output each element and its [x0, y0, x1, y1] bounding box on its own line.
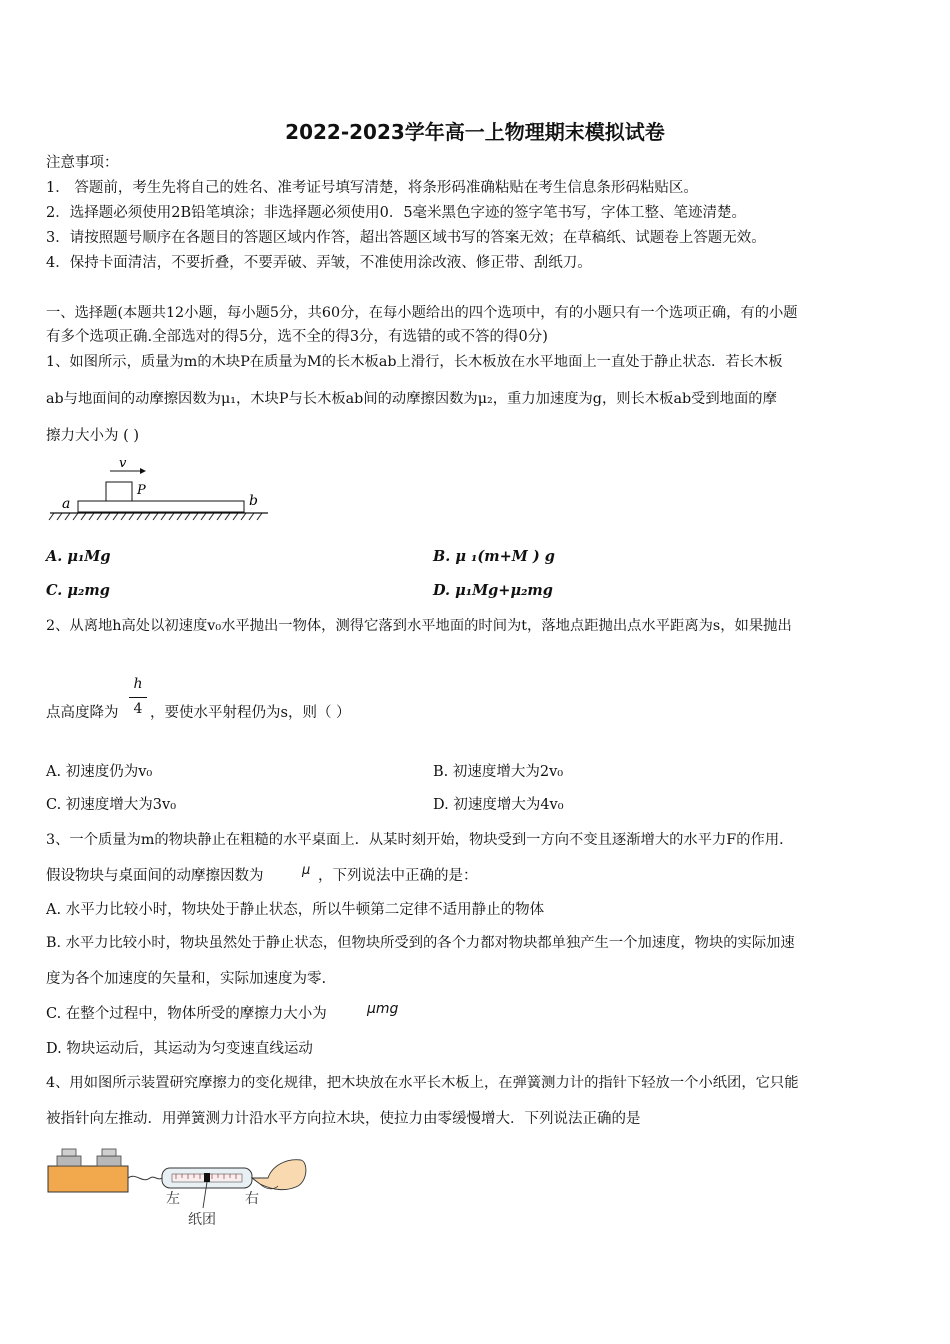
block-p	[106, 482, 132, 501]
q3-option-d: D. 物块运动后，其运动为匀变速直线运动	[46, 1041, 313, 1057]
q1-option-b: B. μ ₁(m+M ) g	[433, 548, 555, 565]
block-p-label: P	[137, 483, 146, 498]
hook-string	[128, 1176, 162, 1179]
q1-figure-board-block	[46, 455, 276, 525]
q3-mu-symbol: μ	[302, 863, 311, 878]
q3-option-b-line-1: B. 水平力比较小时，物块虽然处于静止状态，但物块所受到的各个力都对物块都单独产生一个加速度，物块的实际加速	[46, 935, 795, 951]
notice-item-2: 2．选择题必须使用2B铅笔填涂；非选择题必须使用0．5毫米黑色字迹的签字笔书写，字体工整、笔迹清楚。	[46, 205, 747, 221]
paper-ball	[204, 1173, 210, 1182]
q4-line-1: 4、用如图所示装置研究摩擦力的变化规律，把木块放在水平长木板上，在弹簧测力计的指针下轻放一个小纸团，它只能	[46, 1075, 799, 1091]
q2-line-2-prefix: 点高度降为	[46, 705, 119, 721]
q2-fraction-denominator: 4	[133, 701, 143, 717]
q2-option-a: A. 初速度仍为v₀	[46, 764, 153, 780]
q4-figure-spring-scale	[46, 1146, 311, 1231]
long-board	[78, 501, 244, 512]
weight-2-knob	[102, 1149, 116, 1156]
q2-option-d: D. 初速度增大为4v₀	[433, 797, 564, 813]
q3-option-c-formula: μmg	[367, 1001, 399, 1017]
label-right: 右	[245, 1191, 259, 1207]
notice-item-1: 1． 答题前，考生先将自己的姓名、准考证号填写清楚，将条形码准确粘贴在考生信息条形码粘贴区。	[46, 180, 698, 196]
q1-option-a: A. μ₁Mg	[46, 548, 111, 565]
velocity-label: v	[119, 456, 127, 471]
q3-option-a: A. 水平力比较小时，物块处于静止状态，所以牛顿第二定律不适用静止的物体	[46, 902, 545, 918]
notice-item-3: 3．请按照题号顺序在各题目的答题区域内作答，超出答题区域书写的答案无效；在草稿纸、试题卷上答题无效。	[46, 230, 766, 246]
board-end-b-label: b	[249, 493, 258, 509]
section-header-line-1: 一、选择题(本题共12小题，每小题5分，共60分，在每小题给出的四个选项中，有的小题只有一个选项正确，有的小题	[46, 305, 798, 321]
q2-line-1: 2、从离地h高处以初速度v₀水平抛出一物体，测得它落到水平地面的时间为t，落地点距抛出点水平距离为s，如果抛出	[46, 618, 792, 634]
q2-fraction-bar	[129, 697, 147, 698]
q1-line-1: 1、如图所示，质量为m的木块P在质量为M的长木板ab上滑行，长木板放在水平地面上一直处于静止状态．若长木板	[46, 354, 783, 370]
page-title: 2022-2023学年高一上物理期末模拟试卷	[285, 120, 665, 144]
notice-heading: 注意事项：	[46, 155, 119, 171]
q1-option-c: C. μ₂mg	[46, 582, 110, 599]
q3-option-b-line-2: 度为各个加速度的矢量和，实际加速度为零.	[46, 971, 327, 987]
q1-line-3: 擦力大小为 ( )	[46, 428, 140, 444]
weight-1-knob	[62, 1149, 76, 1156]
notice-item-4: 4．保持卡面清洁，不要折叠，不要弄破、弄皱，不准使用涂改液、修正带、刮纸刀。	[46, 255, 592, 271]
q3-line-1: 3、一个质量为m的物块静止在粗糙的水平桌面上．从某时刻开始，物块受到一方向不变且逐渐增大的水平力F的作用．	[46, 832, 794, 848]
label-paper-ball: 纸团	[188, 1212, 216, 1228]
section-header-line-2: 有多个选项正确.全部选对的得5分，选不全的得3分，有选错的或不答的得0分)	[46, 329, 548, 345]
label-left: 左	[166, 1191, 180, 1207]
wooden-block	[48, 1166, 128, 1192]
q3-line-2-prefix: 假设物块与桌面间的动摩擦因数为	[46, 868, 264, 884]
q3-option-c: C. 在整个过程中，物体所受的摩擦力大小为	[46, 1006, 327, 1022]
q2-line-2-suffix: ，要使水平射程仍为s，则（ ）	[150, 705, 351, 721]
hand-icon	[252, 1160, 306, 1190]
q2-option-c: C. 初速度增大为3v₀	[46, 797, 177, 813]
q1-line-2: ab与地面间的动摩擦因数为μ₁，木块P与长木板ab间的动摩擦因数为μ₂，重力加速度为g，则长木板ab受到地面的摩	[46, 391, 777, 407]
q2-fraction-numerator: h	[133, 676, 143, 692]
weight-1	[57, 1156, 81, 1166]
velocity-arrowhead	[140, 468, 146, 474]
q3-line-2-suffix: ，下列说法中正确的是：	[318, 868, 478, 884]
q1-option-d: D. μ₁Mg+μ₂mg	[433, 582, 553, 599]
q4-line-2: 被指针向左推动．用弹簧测力计沿水平方向拉木块，使拉力由零缓慢增大．下列说法正确的是	[46, 1111, 641, 1127]
board-end-a-label: a	[62, 496, 71, 512]
weight-2	[97, 1156, 121, 1166]
ground-hatching	[49, 513, 262, 520]
q2-option-b: B. 初速度增大为2v₀	[433, 764, 564, 780]
